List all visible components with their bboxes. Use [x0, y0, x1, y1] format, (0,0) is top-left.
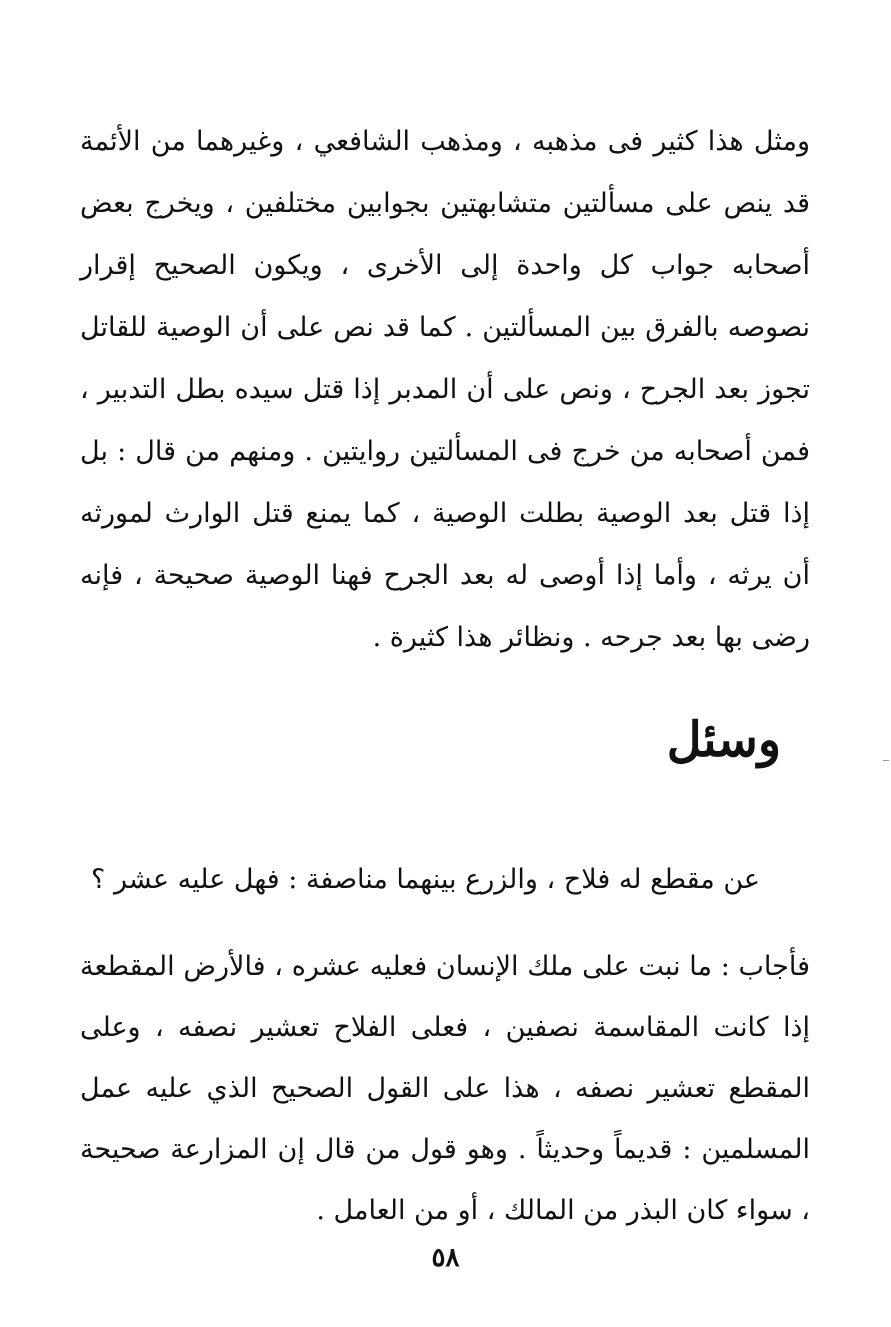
section-heading: وسئل	[666, 712, 781, 768]
body-paragraph-1: ومثل هذا كثير فى مذهبه ، ومذهب الشافعي ، وغيرهما من الأئمة قد ينص على مسألتين متشابهتين بجوابين مختلفين ، ويخرج بعض أصحابه جواب كل واحدة إلى الأخرى ، ويكون الصحيح إقرار نصوصه بالفرق بين المسألتين . كما قد نص على أن الوصية للقاتل تجوز بعد الجرح ، ونص على أن المدبر إذا قتل سيده بطل التدبير ، فمن أصحابه من خرج فى المسألتين روايتين . ومنهم من قال : بل إذا قتل بعد الوصية بطلت الوصية ، كما يمنع قتل الوارث لمورثه أن يرثه ، وأما إذا أوصى له بعد الجرح فهنا الوصية صحيحة ، فإنه رضى بها بعد جرحه . ونظائر هذا كثيرة .	[80, 126, 810, 653]
page-number: ٥٨	[431, 1243, 460, 1273]
scan-mark	[883, 760, 889, 761]
question-line: عن مقطع له فلاح ، والزرع بينهما مناصفة : فهل عليه عشر ؟	[91, 864, 760, 895]
body-paragraph-2: فأجاب : ما نبت على ملك الإنسان فعليه عشره ، فالأرض المقطعة إذا كانت المقاسمة نصفين ، فعلى الفلاح تعشير نصفه ، وعلى المقطع تعشير نصفه ، هذا على القول الصحيح الذي عليه عمل المسلمين : قديماً وحديثاً . وهو قول من قال إن المزارعة صحيحة ، سواء كان البذر من المالك ، أو من العامل .	[80, 951, 810, 1226]
